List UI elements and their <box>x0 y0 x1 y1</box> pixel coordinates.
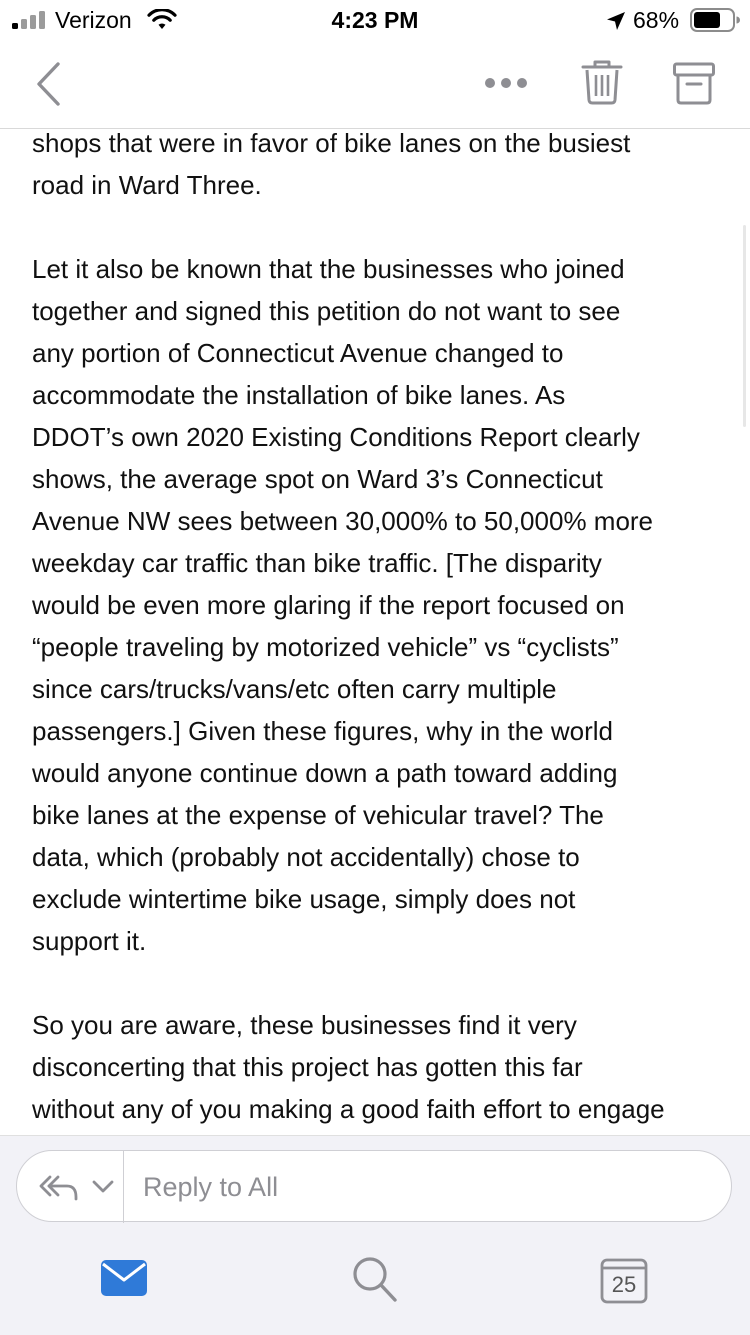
message-toolbar <box>0 40 750 129</box>
email-line <box>32 962 732 1004</box>
archive-icon <box>672 60 716 106</box>
search-icon <box>350 1254 398 1304</box>
tab-search[interactable] <box>350 1254 398 1304</box>
email-line: DDOT’s own 2020 Existing Conditions Report clearly <box>32 422 640 452</box>
email-line: Let it also be known that the businesses who joined <box>32 254 625 284</box>
chevron-down-icon <box>91 1179 115 1195</box>
mail-icon <box>100 1258 148 1298</box>
email-line: accommodate the installation of bike lanes. As <box>32 380 566 410</box>
email-text <box>32 129 732 1130</box>
reply-all-icon <box>39 1173 79 1201</box>
email-line: together and signed this petition do not want to see <box>32 296 621 326</box>
bottom-area <box>0 1135 750 1335</box>
email-line: support it. <box>32 926 147 956</box>
battery-icon <box>690 8 740 32</box>
email-line: would be even more glaring if the report focused on <box>32 590 625 620</box>
email-line: road in Ward Three. <box>32 170 262 200</box>
calendar-date: 25 <box>611 1272 637 1297</box>
email-line: passengers.] Given these figures, why in the world <box>32 716 613 746</box>
status-bar <box>0 0 750 40</box>
reply-input[interactable] <box>143 1165 703 1209</box>
email-line: weekday car traffic than bike traffic. [The disparity <box>32 548 602 578</box>
email-line: So you are aware, these businesses find it very <box>32 1010 577 1040</box>
reply-divider <box>123 1151 124 1223</box>
battery-percentage: 68% <box>633 7 680 33</box>
email-line: since cars/trucks/vans/etc often carry multiple <box>32 674 557 704</box>
email-line: any portion of Connecticut Avenue changed to <box>32 338 564 368</box>
email-line: without any of you making a good faith effort to engage <box>32 1094 665 1124</box>
scrollbar[interactable] <box>743 225 746 427</box>
email-line: “people traveling by motorized vehicle” vs “cyclists” <box>32 632 619 662</box>
chevron-left-icon <box>30 60 66 108</box>
archive-button[interactable] <box>672 60 716 106</box>
back-button[interactable] <box>30 60 66 108</box>
delete-button[interactable] <box>580 58 624 106</box>
email-line <box>32 206 732 248</box>
email-line: shows, the average spot on Ward 3’s Connecticut <box>32 464 603 494</box>
email-body[interactable] <box>0 129 750 1135</box>
email-line: shops that were in favor of bike lanes on the busiest <box>32 129 631 158</box>
trash-icon <box>580 58 624 106</box>
carrier-name: Verizon <box>55 7 132 33</box>
more-options-button[interactable] <box>480 70 532 96</box>
email-line: exclude wintertime bike usage, simply does not <box>32 884 576 914</box>
email-line: bike lanes at the expense of vehicular travel? The <box>32 800 604 830</box>
location-arrow-icon <box>605 10 627 32</box>
email-line: Avenue NW sees between 30,000% to 50,000% more <box>32 506 654 536</box>
email-line: would anyone continue down a path toward adding <box>32 758 618 788</box>
more-icon <box>480 70 532 96</box>
email-line: data, which (probably not accidentally) chose to <box>32 842 580 872</box>
tab-calendar[interactable] <box>600 1256 648 1304</box>
reply-bar <box>16 1150 732 1222</box>
tab-mail[interactable] <box>100 1258 148 1298</box>
status-time: 4:23 PM <box>331 7 419 33</box>
reply-options-button[interactable] <box>17 1151 123 1223</box>
email-line: disconcerting that this project has gotten this far <box>32 1052 583 1082</box>
